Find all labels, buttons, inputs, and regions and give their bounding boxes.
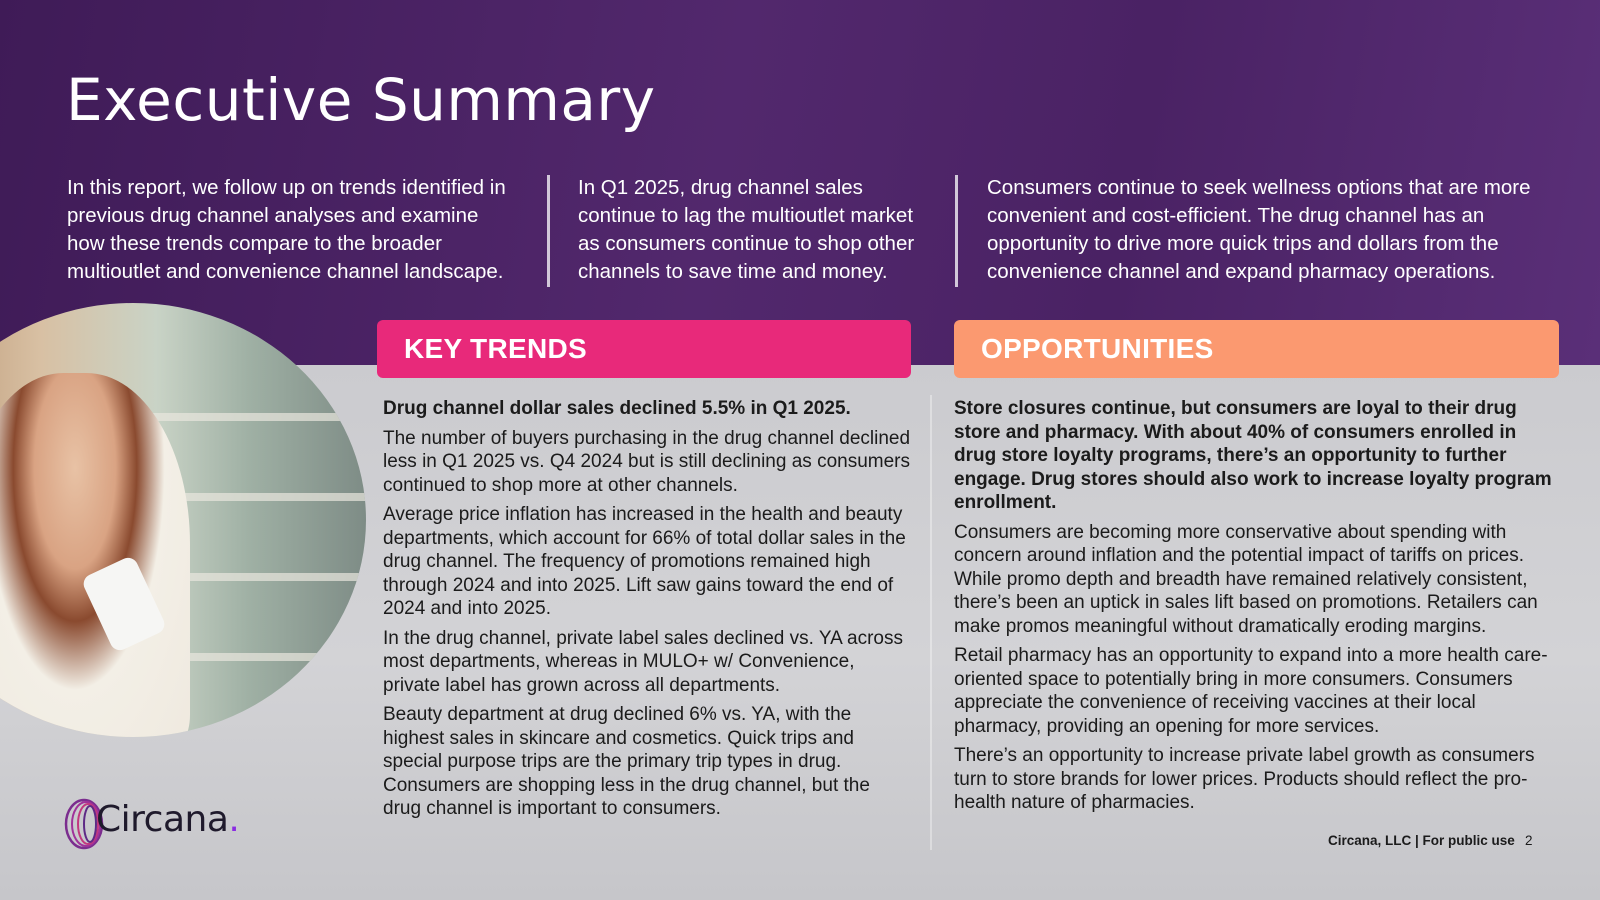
footer-copyright: Circana, LLC | For public use bbox=[1328, 833, 1515, 848]
intro-divider-2 bbox=[955, 175, 958, 287]
page-title: Executive Summary bbox=[66, 66, 656, 134]
intro-divider-1 bbox=[547, 175, 550, 287]
key-trends-column bbox=[383, 397, 913, 827]
opportunity-headline: Store closures continue, but consumers are loyal to their drug store and pharmacy. With about 40% of consumers enrolled in drug store loyalty programs, there’s an opportunity to further engage. Drug stores should also work to increase loyalty program enrollment. bbox=[954, 398, 1552, 513]
key-trend-paragraph: The number of buyers purchasing in the drug channel declined less in Q1 2025 vs. Q4 2024 but is still declining as consumers continued to shop more at other channels. bbox=[383, 427, 911, 496]
key-trend-paragraph: In the drug channel, private label sales declined vs. YA across most departments, whereas in MULO+ w/ Convenience, private label has grown across all departments. bbox=[383, 627, 903, 696]
opportunity-paragraph: There’s an opportunity to increase private label growth as consumers turn to store brands for lower prices. Products should reflect the pro-health nature of pharmacies. bbox=[954, 745, 1535, 813]
key-trend-headline: Drug channel dollar sales declined 5.5% in Q1 2025. bbox=[383, 398, 851, 419]
opportunity-paragraph: Consumers are becoming more conservative about spending with concern around inflation and the potential impact of tariffs on prices. While promo depth and breadth have remained relatively consistent, there’s been an uptick in sales lift based on promotions. Retailers can make promos meaningful without dramatically eroding margins. bbox=[954, 521, 1538, 637]
page-number: 2 bbox=[1525, 833, 1533, 848]
intro-paragraph-2: In Q1 2025, drug channel sales continue to lag the multioutlet market as consumers continue to shop other channels to save time and money. bbox=[578, 176, 915, 283]
intro-paragraph-1: In this report, we follow up on trends identified in previous drug channel analyses and examine how these trends compare to the broader multioutlet and convenience channel landscape. bbox=[67, 176, 506, 283]
opportunities-column bbox=[954, 397, 1559, 821]
shopper-figure bbox=[0, 373, 190, 737]
key-trends-heading: KEY TRENDS bbox=[377, 320, 911, 378]
opportunities-heading: OPPORTUNITIES bbox=[954, 320, 1559, 378]
key-trend-paragraph: Beauty department at drug declined 6% vs. YA, with the highest sales in skincare and cosmetics. Quick trips and special purpose trips are the primary trip types in drug. Consumers are shopping less in the drug channel, but the drug channel is important to consumers. bbox=[383, 704, 870, 819]
key-trend-paragraph: Average price inflation has increased in the health and beauty departments, which account for 66% of total dollar sales in the drug channel. The frequency of promotions remained high through 2024 and into 2025. Lift saw gains toward the end of 2024 and into 2025. bbox=[383, 504, 906, 619]
logo-wordmark: Circana. bbox=[96, 799, 240, 840]
column-divider bbox=[930, 395, 932, 850]
circana-logo bbox=[64, 797, 264, 851]
intro-paragraph-3: Consumers continue to seek wellness options that are more convenient and cost-efficient. The drug channel has an opportunity to drive more quick trips and dollars from the convenience channel and expand pharmacy operations. bbox=[987, 176, 1531, 283]
opportunity-paragraph: Retail pharmacy has an opportunity to expand into a more health care-oriented space to potentially bring in more consumers. Consumers appreciate the convenience of receiving vaccines at their local pharmacy, providing an opening for more services. bbox=[954, 645, 1548, 737]
